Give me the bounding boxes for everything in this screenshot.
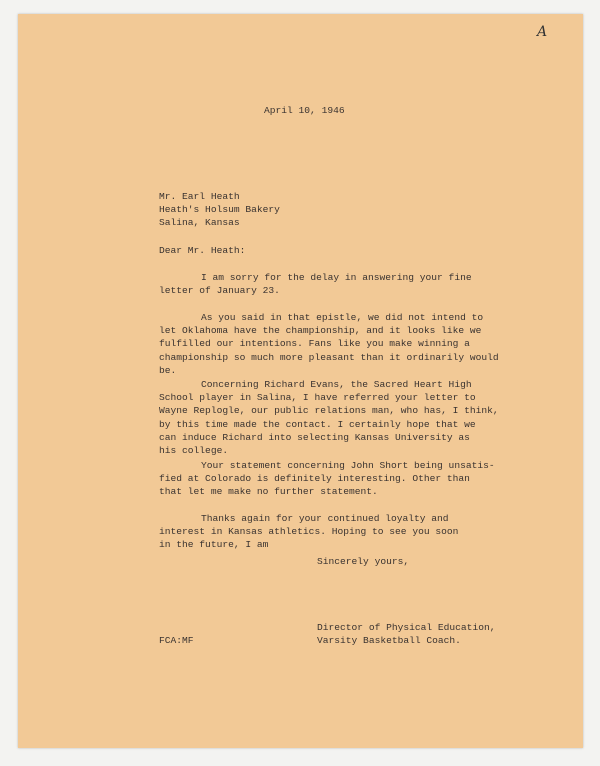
paragraph-4: Your statement concerning John Short being unsatis- fied at Colorado is definitely interesting. Other than that let me make no further statement.: [159, 460, 495, 498]
recipient-city: Salina, Kansas: [159, 217, 240, 228]
paragraph-3: Concerning Richard Evans, the Sacred Heart High School player in Salina, I have referred your letter to Wayne Replogle, our public relations man, who has, I think, by this time made the contact. I certainly hope that we can induce Richard into selecting Kansas University as his college.: [159, 379, 499, 457]
recipient-name: Mr. Earl Heath: [159, 191, 240, 202]
typist-initials: FCA:MF: [159, 635, 194, 646]
paragraph-5: Thanks again for your continued loyalty and interest in Kansas athletics. Hoping to see you soon in the future, I am: [159, 513, 459, 551]
letter-date: April 10, 1946: [264, 105, 345, 116]
signature-title-line2: Varsity Basketball Coach.: [317, 635, 461, 646]
salutation: Dear Mr. Heath:: [159, 245, 246, 256]
paragraph-2: As you said in that epistle, we did not intend to let Oklahoma have the championship, and it looks like we fulfilled our intentions. Fans like you make winning a championship so much more pleasant than it ordinarily would be.: [159, 312, 499, 376]
closing: Sincerely yours,: [317, 556, 410, 567]
page-mark: A: [537, 24, 548, 40]
letter-page: [18, 14, 583, 748]
signature-title-line1: Director of Physical Education,: [317, 622, 496, 633]
recipient-company: Heath's Holsum Bakery: [159, 204, 280, 215]
paragraph-1: I am sorry for the delay in answering your fine letter of January 23.: [159, 272, 472, 297]
